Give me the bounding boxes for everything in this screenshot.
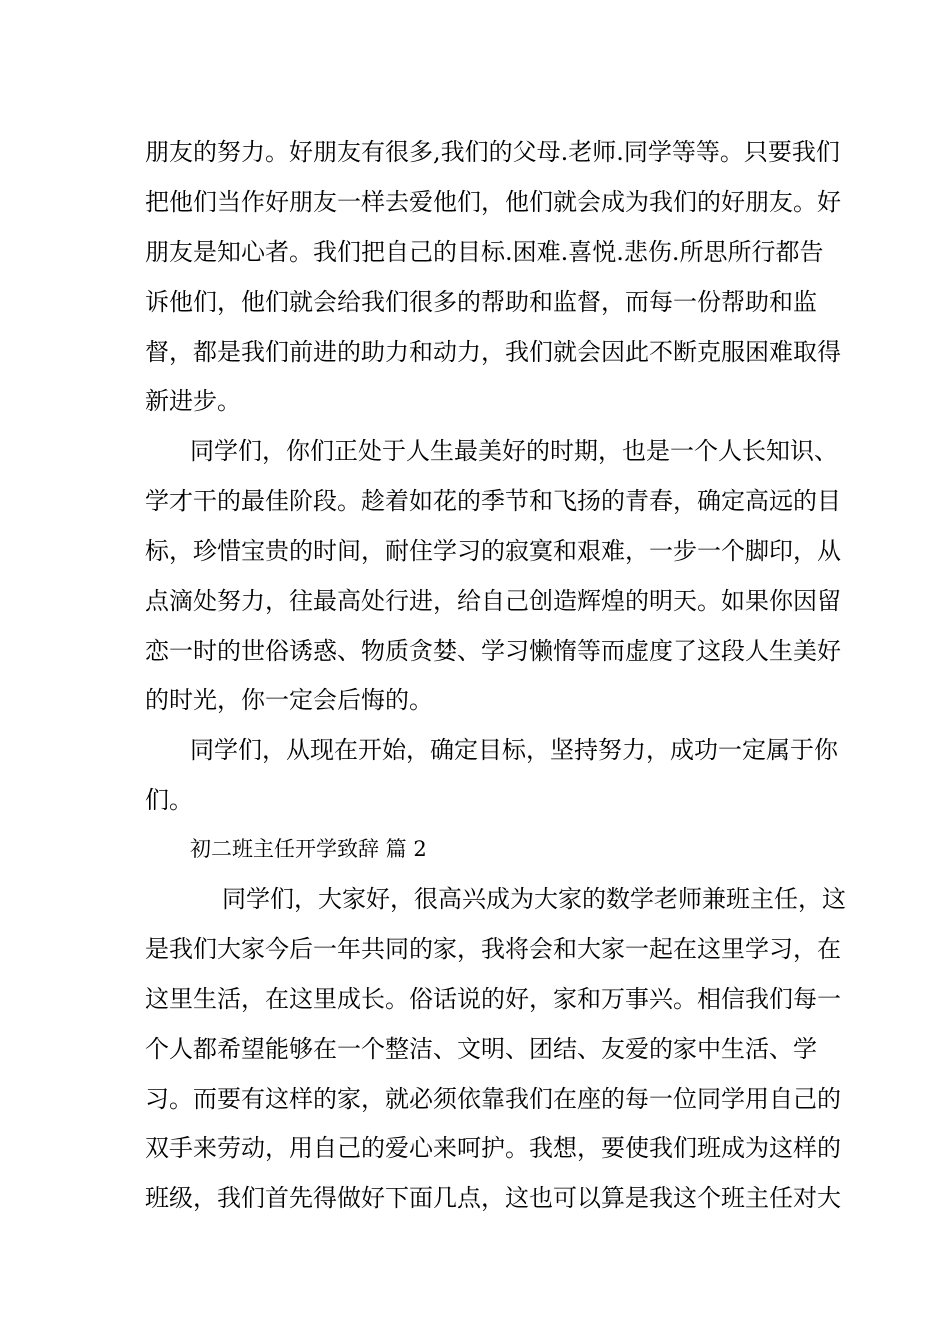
paragraph-line: 恋一时的世俗诱惑、物质贪婪、学习懒惰等而虚度了这段人生美好 (145, 637, 841, 665)
paragraph-line: 标，珍惜宝贵的时间，耐住学习的寂寞和艰难，一步一个脚印，从 (145, 537, 841, 565)
paragraph-line: 双手来劳动，用自己的爱心来呵护。我想，要使我们班成为这样的 (145, 1134, 841, 1162)
paragraph-line: 同学们，大家好，很高兴成为大家的数学老师兼班主任，这 (222, 885, 846, 913)
paragraph-line: 同学们，从现在开始，确定目标，坚持努力，成功一定属于你 (190, 736, 838, 764)
section-heading: 初二班主任开学致辞 篇 2 (190, 837, 427, 861)
paragraph-line: 督，都是我们前进的助力和动力，我们就会因此不断克服困难取得 (145, 338, 841, 366)
paragraph-line: 把他们当作好朋友一样去爱他们，他们就会成为我们的好朋友。好 (145, 188, 841, 216)
paragraph-line: 同学们，你们正处于人生最美好的时期，也是一个人长知识、 (190, 437, 838, 465)
paragraph-line: 朋友的努力。好朋友有很多,我们的父母.老师.同学等等。只要我们 (145, 138, 840, 166)
paragraph-line: 个人都希望能够在一个整洁、文明、团结、友爱的家中生活、学 (145, 1035, 817, 1063)
paragraph-line: 班级，我们首先得做好下面几点，这也可以算是我这个班主任对大 (145, 1184, 841, 1212)
paragraph-line: 们。 (145, 786, 193, 814)
paragraph-line: 朋友是知心者。我们把自己的目标.困难.喜悦.悲伤.所思所行都告 (145, 238, 824, 266)
paragraph-line: 学才干的最佳阶段。趁着如花的季节和飞扬的青春，确定高远的目 (145, 487, 841, 515)
paragraph-line: 新进步。 (145, 387, 241, 415)
paragraph-line: 是我们大家今后一年共同的家，我将会和大家一起在这里学习，在 (145, 935, 841, 963)
paragraph-line: 的时光，你一定会后悔的。 (145, 686, 433, 714)
paragraph-line: 诉他们，他们就会给我们很多的帮助和监督，而每一份帮助和监 (145, 288, 817, 316)
paragraph-line: 这里生活，在这里成长。俗话说的好，家和万事兴。相信我们每一 (145, 985, 841, 1013)
paragraph-line: 习。而要有这样的家，就必须依靠我们在座的每一位同学用自己的 (145, 1085, 841, 1113)
paragraph-line: 点滴处努力，往最高处行进，给自己创造辉煌的明天。如果你因留 (145, 587, 841, 615)
